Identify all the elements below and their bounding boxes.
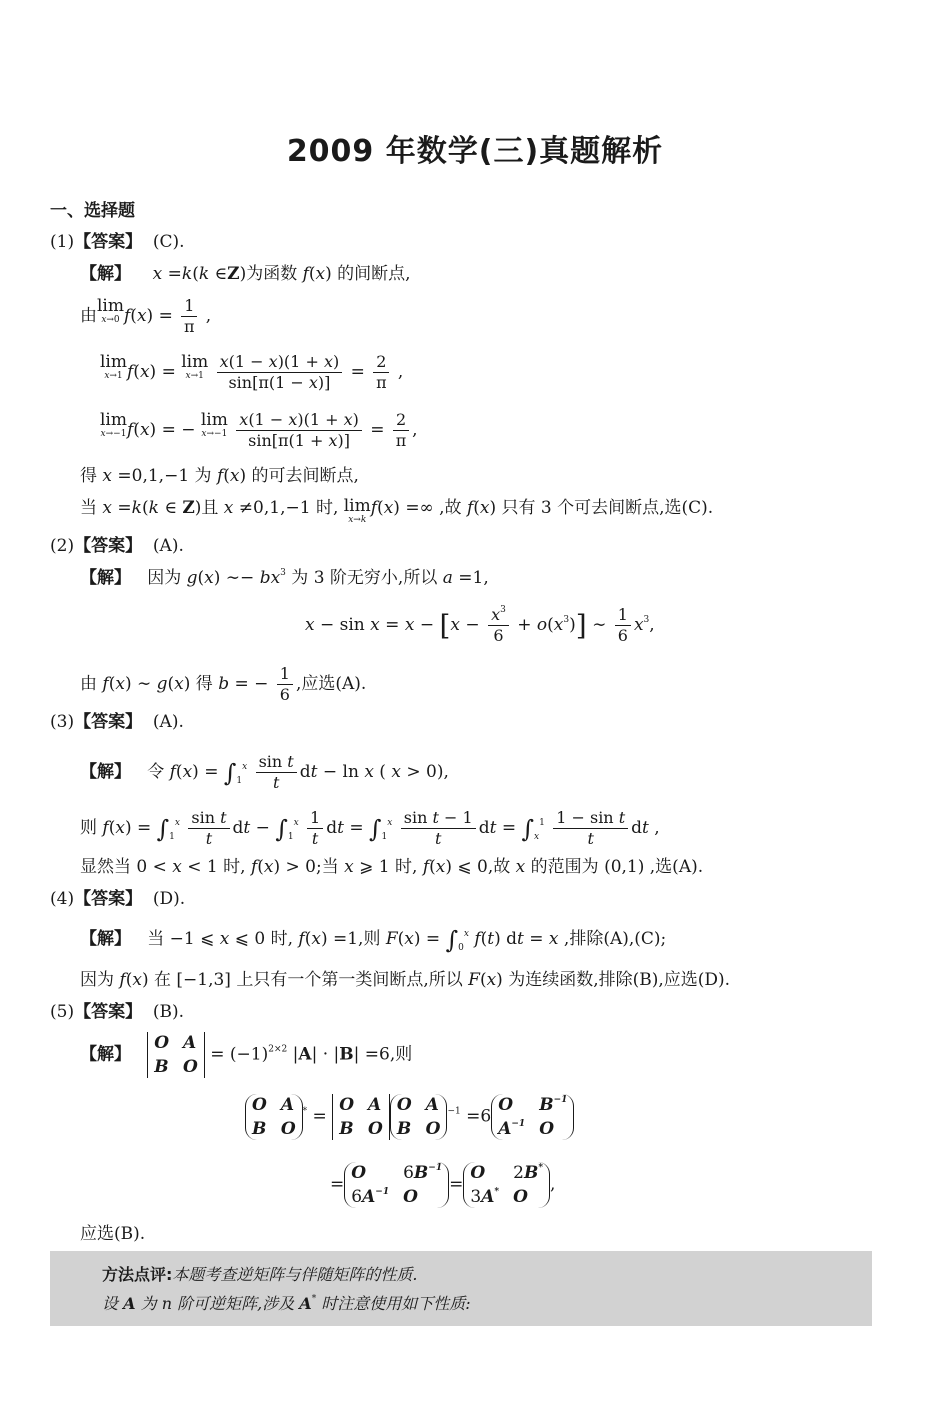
q5-line-4: 应选(B). [80, 1224, 146, 1244]
q3-line-2: 则 $f(x) = \int_1^x$ $\frac{\text{sin t}}{t}$ dt − $\int_1^x$ $\frac{1}{t}$ dt = $\int_1^x$ $\frac{\text{sin t − 1}}{t}$ dt = $\int_x^1$ $\frac{\text{1 − sin t}}{t}$ dt , [80, 808, 660, 848]
q4-line-1: 【解】 当 −1 ⩽ x ⩽ 0 时, f(x) =1,则 $F(x) = \int_0^x$ f(t) dt = x ,排除(A),(C); [80, 926, 667, 954]
q1-line-6: 当 x =k(k ∈ Z)且 x ≠0,1,−1 时, lim x→k f(x) =∞ ,故 f(x) 只有 3 个可去间断点,选(C). [80, 496, 714, 525]
q3-answer: (A). [152, 712, 184, 732]
q2-line-3: 由 f(x) ∼ g(x) 得 b = − $\frac{1}{6}$ ,应选(A). [80, 664, 367, 704]
answer-label: 【答案】 [74, 889, 143, 909]
solution-label: 【解】 [80, 929, 131, 949]
solution-label: 【解】 [80, 1044, 131, 1065]
note-text-1: 本题考查逆矩阵与伴随矩阵的性质. [172, 1265, 418, 1284]
q1-line-1: 【解】 x =k(k ∈Z)为函数 f(x) 的间断点, [80, 264, 411, 284]
page-title: 2009 年数学(三)真题解析 [286, 134, 664, 169]
q3-answer-line [50, 710, 184, 734]
solution-label: 【解】 [80, 568, 131, 588]
q3-line-3: 显然当 0 < x < 1 时, f(x) > 0;当 x ⩾ 1 时, f(x) ⩽ 0,故 x 的范围为 (0,1) ,选(A). [80, 857, 704, 877]
note-label: 方法点评: [102, 1265, 173, 1284]
solution-label: 【解】 [80, 762, 131, 782]
q4-answer: (D). [152, 889, 186, 909]
q1-number: (1) [50, 232, 75, 252]
q4-line-2: 因为 f(x) 在 [−1,3] 上只有一个第一类间断点,所以 F(x) 为连续函数,排除(B),应选(D). [80, 970, 731, 990]
q1-answer: (C). [152, 232, 185, 252]
note-line-2: 设 A 为 n 阶可逆矩阵,涉及 A* 时注意使用如下性质: [102, 1294, 471, 1313]
q2-line-2: x − sin x = x − [x − $\frac{x^3}{6}$ + $o(x^3)$] ∼ $\frac{1}{6}$ $x^3$, [305, 605, 655, 645]
method-note-box [50, 1251, 872, 1326]
q1-line-2: 由lim x→0 f(x) = $\frac{1}{\pi}$ , [80, 296, 212, 336]
q5-line-1: 【解】 O A B O = $(-1)^{2\times 2}$ |A| · |B| =6,则 [80, 1033, 413, 1077]
note-line-1 [102, 1264, 418, 1286]
q1-line-4: lim x→−1 f(x) = − lim x→−1 $\frac{x(1 - x)(1 + x)}{\sin[\pi(1 + x)]}$ = $\frac{2}{\pi}$ , [100, 410, 418, 450]
answer-label: 【答案】 [74, 232, 143, 252]
q1-answer-line [50, 230, 185, 254]
q2-number: (2) [50, 536, 75, 556]
q5-answer-line [50, 1000, 184, 1024]
section-heading: 一、选择题 [50, 201, 135, 221]
q5-number: (5) [50, 1002, 75, 1022]
q4-number: (4) [50, 889, 75, 909]
q5-answer: (B). [152, 1002, 185, 1022]
answer-label: 【答案】 [74, 1002, 143, 1022]
q4-answer-line [50, 887, 185, 911]
q2-line-1: 【解】 因为 g(x) ∼− $bx^3$ 为 3 阶无穷小,所以 a =1, [80, 568, 489, 588]
q5-line-3: = O $6B^{-1}$ $6A^{-1}$ O = O 2B* 3A* O , [330, 1163, 556, 1207]
q2-answer: (A). [152, 536, 184, 556]
q5-line-2: O A B O * = O A B O O A B O $^{-1}$ =6 O $B^{-1}$ $A^{-1}$ O [245, 1094, 574, 1140]
solution-label: 【解】 [80, 264, 131, 284]
answer-label: 【答案】 [74, 712, 143, 732]
q1-line-3: lim x→1 f(x) = lim x→1 $\frac{x(1 - x)(1 + x)}{\sin[\pi(1 - x)]}$ = $\frac{2}{\pi}$ , [100, 352, 404, 392]
answer-label: 【答案】 [74, 536, 143, 556]
q2-answer-line [50, 534, 184, 558]
q3-line-1: 【解】 令 $f(x) = \int_1^x$ $\frac{\text{sin t}}{t}$ dt − ln x ( x > 0), [80, 752, 449, 792]
q3-number: (3) [50, 712, 75, 732]
q1-line-5: 得 x =0,1,−1 为 f(x) 的可去间断点, [80, 466, 359, 486]
